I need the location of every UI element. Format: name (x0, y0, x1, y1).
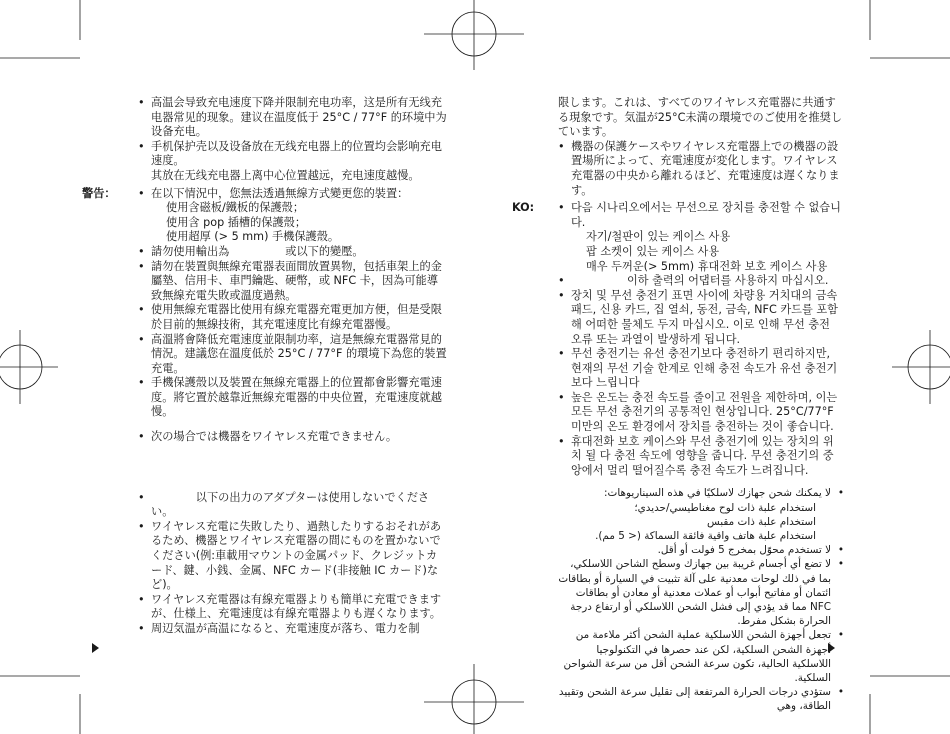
zh-tw-bullet-1: • 請勿使用輸出為 或以下的變壓。 (138, 245, 448, 260)
ko-case-2: 팝 소켓이 있는 케이스 사용 (586, 244, 720, 258)
left-column (82, 96, 448, 637)
ar-bullet-4: • ستؤدي درجات الحرارة المرتفعة إلى تقليل سرعة الشحن وتقييد الطاقة، وهي (558, 685, 844, 713)
zh-tw-case-1: 使用含磁板/鐵板的保護殼； (166, 201, 305, 215)
ja-bullet-2: • 以下の出力のアダプターは使用しないでください。 (138, 491, 448, 520)
ko-bullet-5: • 휴대전화 보호 케이스와 무선 충전기에 있는 장치의 위치 될 다 충전 속도에 영향을 줍니다. 무선 충전기의 중앙에서 멀리 떨어질수록 충전 속도가 느려집니다. (558, 435, 844, 479)
ko-case-1: 자기/철판이 있는 케이스 사용 (586, 230, 731, 244)
ar-case-3: استخدام علبة هاتف واقية فائقة السماكة (< 5 مم). (595, 530, 816, 543)
ja-bullet-5: • 周辺気温が高温になると、充電速度が落ち、電力を制 (138, 622, 448, 637)
ja-bullet-1: • 次の場合では機器をワイヤレス充電できません。 (138, 430, 448, 445)
zh-tw-warning-label: 警告： (82, 186, 116, 200)
ko-bullet-4: • 높은 온도는 충전 속도를 줄이고 전원을 제한하며, 이는 모든 무선 충전기의 공통적인 현상입니다. 25°C/77°F 미만의 온도 환경에서 장치를 충전하는 것이 좋습니다. (558, 391, 844, 435)
ja-continued: 限します。これは、すべてのワイヤレス充電器に共通する現象です。気温が25°C未満の環境でのご使用を推奨しています。 (558, 96, 843, 139)
zh-tw-bullet-5: • 手機保護殼以及裝置在無線充電器上的位置都會影響充電速度。將它置於越靠近無線充電器的中央位置，充電速度就越慢。 (138, 376, 448, 420)
ko-case-3: 매우 두꺼운(> 5mm) 휴대전화 보호 케이스 사용 (586, 259, 828, 273)
ko-intro: • 다음 시나리오에서는 무선으로 장치를 충전할 수 없습니다. (558, 201, 844, 230)
ko-label: KO: (512, 201, 535, 215)
ja-bullet-4: • ワイヤレス充電器は有線充電器よりも簡単に充電できますが、仕様上、充電速度は有線充電器よりも遅くなります。 (138, 593, 448, 622)
zh-cn-bullet-2-cont: 其放在无线充电器上离中心位置越远，充电速度越慢。 (151, 168, 420, 182)
zh-tw-bullet-4: • 高溫將會降低充電速度並限制功率，這是無線充電器常見的情況。建議您在溫度低於 25°C / 77°F 的環境下為您的裝置充電。 (138, 333, 448, 377)
right-continue-arrow-icon (828, 643, 835, 653)
arabic-section (558, 486, 844, 713)
ar-intro: • لا يمكنك شحن جهازك لاسلكيًا في هذه السيناريوهات: (558, 486, 844, 500)
ko-bullet-2: • 장치 및 무선 충전기 표면 사이에 차량용 거치대의 금속 패드, 신용 카드, 집 열쇠, 동전, 금속, NFC 카드를 포함해 어떠한 물체도 두지 마십시오. 이로 인해 무선 충전 오류 또는 과열이 발생하게 됩니다. (558, 289, 844, 347)
zh-tw-case-3: 使用超厚 (> 5 mm) 手機保護殼。 (166, 230, 340, 244)
zh-cn-bullet-1: • 高温会导致充电速度下降并限制充电功率，这是所有无线充电器常见的现象。建议在温度低于 25°C / 77°F 的环境中为设备充电。 (138, 96, 448, 140)
left-continue-arrow-icon (92, 643, 99, 653)
ko-bullet-1: • 이하 출력의 어댑터를 사용하지 마십시오. (558, 274, 844, 289)
zh-tw-bullet-2: • 請勿在裝置與無線充電器表面間放置異物，包括車架上的金屬墊、信用卡、車門鑰匙、硬幣，或 NFC 卡，因為可能導致無線充電失敗或溫度過熱。 (138, 260, 448, 304)
ja-bullet-3: • ワイヤレス充電に失敗したり、過熱したりするおそれがあるため、機器とワイヤレス充電器の間にものを置かないでください(例:車載用マウントの金属パッド、クレジットカード、鍵、小銭、金属、NFC カード(非接触 IC カード)など)。 (138, 520, 448, 593)
ar-bullet-1: • لا تستخدم محوّل بمخرج 5 فولت أو أقل. (558, 543, 844, 557)
zh-tw-case-2: 使用含 pop 插槽的保護殼； (166, 215, 307, 229)
right-column (512, 96, 844, 714)
ar-case-2: استخدام علبة ذات مقبس (707, 515, 816, 528)
zh-cn-bullet-2: • 手机保护壳以及设备放在无线充电器上的位置均会影响充电速度。 (138, 140, 448, 169)
ar-case-1: استخدام علبة ذات لوح مغناطيسي/حديدي؛ (634, 501, 816, 514)
zh-tw-bullet-3: • 使用無線充電器比使用有線充電器充電更加方便，但是受限於目前的無線技術，其充電速度比有線充電器慢。 (138, 303, 448, 332)
ar-bullet-2: • لا تضع أي أجسام غريبة بين جهازك وسطح الشاحن اللاسلكي، بما في ذلك لوحات معدنية على آلة تثبيت في السيارة أو بطاقات ائتمان أو مفاتيح أبواب أو عملات معدنية أو معادن أو بطاقات NFC مما قد يؤدي إلى فشل الشحن اللاسلكي أو ارتفاع درجة الحرارة بشكل مفرط. (558, 557, 844, 628)
zh-tw-intro: • 在以下情況中，您無法透過無線方式變更您的裝置： (138, 187, 448, 202)
ar-bullet-3: • تجعل أجهزة الشحن اللاسلكية عملية الشحن أكثر ملاءمة من أجهزة الشحن السلكية، لكن عند حصرها في التكنولوجيا اللاسلكية الحالية، تكون سرعة الشحن أقل من سرعة الشواحن السلكية. (558, 628, 844, 685)
ko-bullet-3: • 무선 충전기는 유선 충전기보다 충전하기 편리하지만, 현재의 무선 기술 한계로 인해 충전 속도가 유선 충전기보다 느립니다 (558, 347, 844, 391)
ja-bullet-6: • 機器の保護ケースやワイヤレス充電器上での機器の設置場所によって、充電速度が変化します。ワイヤレス充電器の中央から離れるほど、充電速度は遅くなります。 (558, 140, 844, 198)
